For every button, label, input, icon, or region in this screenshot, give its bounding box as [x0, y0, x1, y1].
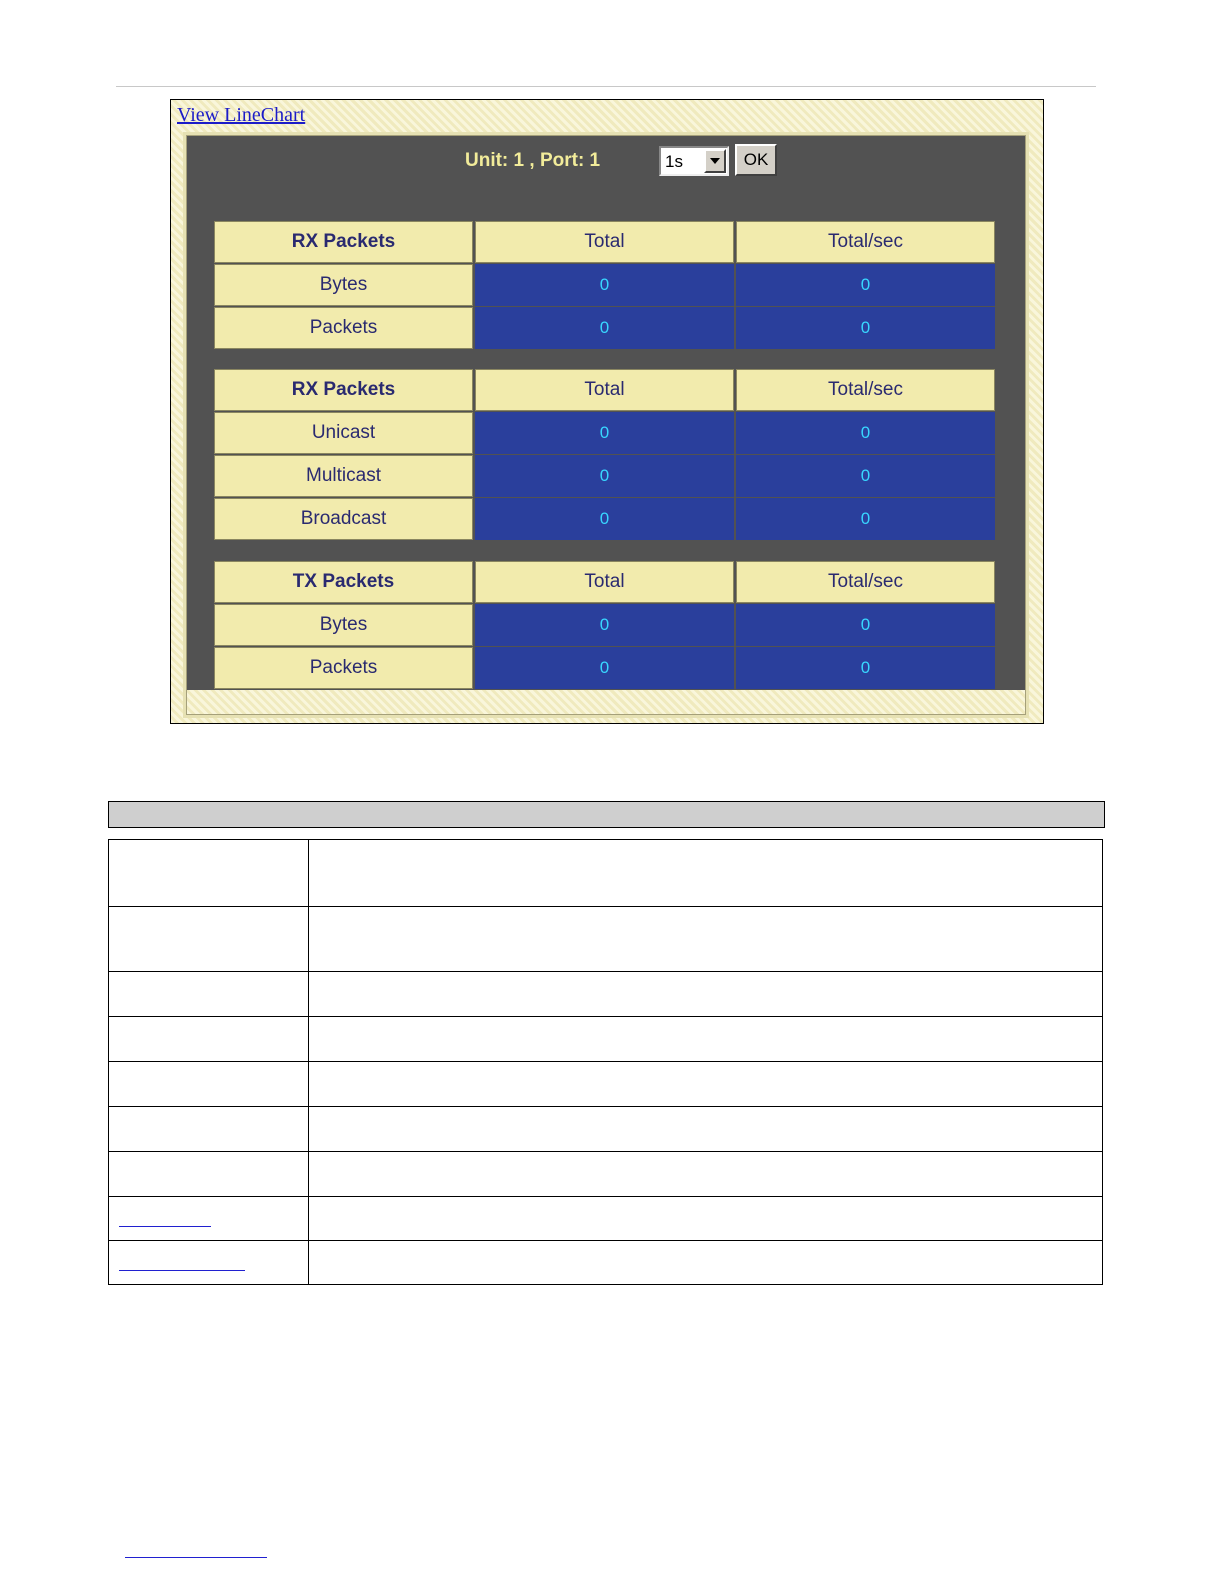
column-header-total: Total: [475, 221, 734, 263]
description-cell: [309, 972, 1103, 1017]
table-row: [109, 1241, 1103, 1285]
per-sec-value: 0: [736, 498, 995, 540]
row-label: Packets: [214, 307, 473, 349]
total-value: 0: [475, 647, 734, 689]
total-value: 0: [475, 307, 734, 349]
parameter-cell: [109, 972, 309, 1017]
parameter-cell: [109, 1107, 309, 1152]
description-cell: [309, 1107, 1103, 1152]
table-row: [109, 1062, 1103, 1107]
table-row: [214, 264, 995, 306]
table-row: [109, 972, 1103, 1017]
tx-packets-table: [212, 560, 997, 690]
view-linechart-link[interactable]: View LineChart: [177, 104, 306, 126]
parameter-link[interactable]: [119, 1226, 211, 1227]
parameter-cell: [109, 1017, 309, 1062]
table-row: [109, 1197, 1103, 1241]
parameter-cell: [109, 1062, 309, 1107]
table-header: RX Packets: [214, 369, 473, 411]
row-label: Multicast: [214, 455, 473, 497]
port-statistics-screenshot: [170, 99, 1044, 724]
parameter-cell: [109, 1197, 309, 1241]
row-label: Broadcast: [214, 498, 473, 540]
description-cell: [309, 840, 1103, 907]
table-header: RX Packets: [214, 221, 473, 263]
total-value: 0: [475, 455, 734, 497]
table-header-row: [214, 561, 995, 603]
total-value: 0: [475, 604, 734, 646]
table-row: [214, 412, 995, 454]
description-cell: [309, 907, 1103, 972]
per-sec-value: 0: [736, 412, 995, 454]
description-cell: [309, 1241, 1103, 1285]
parameter-link[interactable]: [119, 1270, 245, 1271]
description-cell: [309, 1197, 1103, 1241]
table-row: [109, 840, 1103, 907]
per-sec-value: 0: [736, 455, 995, 497]
chevron-down-icon[interactable]: [704, 149, 726, 173]
table-header: TX Packets: [214, 561, 473, 603]
table-header-row: [214, 221, 995, 263]
total-value: 0: [475, 498, 734, 540]
footer-link[interactable]: [125, 1557, 267, 1558]
ok-button[interactable]: OK: [735, 144, 777, 176]
parameter-cell: [109, 1241, 309, 1285]
row-label: Unicast: [214, 412, 473, 454]
total-value: 0: [475, 412, 734, 454]
parameter-cell: [109, 1152, 309, 1197]
per-sec-value: 0: [736, 604, 995, 646]
table-row: [214, 455, 995, 497]
description-table: [108, 839, 1103, 1285]
table-row: [214, 604, 995, 646]
row-label: Packets: [214, 647, 473, 689]
rx-packets-table: [212, 368, 997, 541]
parameter-cell: [109, 840, 309, 907]
table-header-row: [214, 369, 995, 411]
column-header-total-per-sec: Total/sec: [736, 369, 995, 411]
description-cell: [309, 1062, 1103, 1107]
description-cell: [309, 1152, 1103, 1197]
description-cell: [309, 1017, 1103, 1062]
table-row: [214, 498, 995, 540]
column-header-total: Total: [475, 561, 734, 603]
description-table-title-bar: [108, 801, 1105, 828]
per-sec-value: 0: [736, 647, 995, 689]
table-row: [109, 907, 1103, 972]
column-header-total-per-sec: Total/sec: [736, 221, 995, 263]
unit-port-label: Unit: 1 , Port: 1: [465, 150, 601, 171]
per-sec-value: 0: [736, 264, 995, 306]
top-divider: [116, 86, 1096, 87]
column-header-total-per-sec: Total/sec: [736, 561, 995, 603]
row-label: Bytes: [214, 264, 473, 306]
interval-select[interactable]: [659, 146, 729, 176]
table-row: [109, 1152, 1103, 1197]
total-value: 0: [475, 264, 734, 306]
table-row: [214, 307, 995, 349]
parameter-cell: [109, 907, 309, 972]
column-header-total: Total: [475, 369, 734, 411]
per-sec-value: 0: [736, 307, 995, 349]
rx-bytes-table: [212, 220, 997, 350]
table-row: [214, 647, 995, 689]
row-label: Bytes: [214, 604, 473, 646]
table-row: [109, 1017, 1103, 1062]
statistics-panel: [187, 136, 1025, 690]
table-row: [109, 1107, 1103, 1152]
interval-select-value: 1s: [665, 152, 683, 171]
